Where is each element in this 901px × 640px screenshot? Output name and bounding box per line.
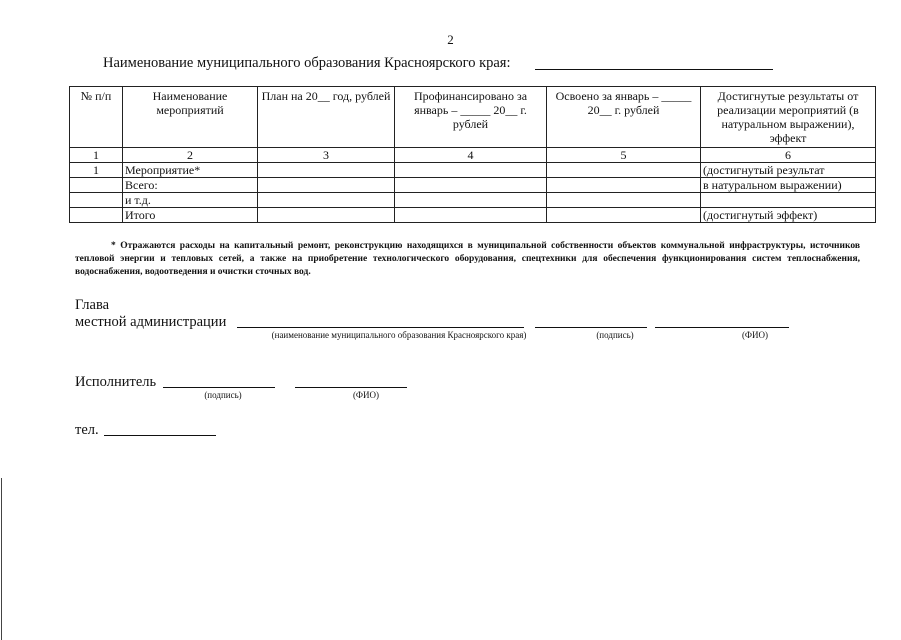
footnote <box>75 240 860 279</box>
table-cell: (достигнутый результат <box>701 163 876 178</box>
head-signature-line[interactable] <box>535 327 647 328</box>
report-table <box>69 86 876 223</box>
table-cell <box>70 178 123 193</box>
column-number-row <box>70 148 876 163</box>
table-cell[interactable] <box>258 193 395 208</box>
phone-label: тел. <box>75 422 99 438</box>
table-row <box>70 178 876 193</box>
table-cell: в натуральном выражении) <box>701 178 876 193</box>
header-financed: Профинансировано за январь – _____ 20__ г. рублей <box>395 87 547 148</box>
column-number: 5 <box>547 148 701 163</box>
column-number: 3 <box>258 148 395 163</box>
phone-line[interactable] <box>104 435 216 436</box>
table-cell[interactable] <box>258 178 395 193</box>
table-cell: 1 <box>70 163 123 178</box>
table-cell: Всего: <box>123 178 258 193</box>
municipality-name-line[interactable] <box>535 69 773 70</box>
executor-caption-signature: (подпись) <box>204 390 242 400</box>
caption-municipality: (наименование муниципального образования Красноярского края) <box>271 330 527 340</box>
head-fio-line[interactable] <box>655 327 789 328</box>
caption-signature: (подпись) <box>596 330 634 340</box>
table-cell[interactable] <box>395 208 547 223</box>
table-cell <box>70 208 123 223</box>
table-cell: (достигнутый эффект) <box>701 208 876 223</box>
table-cell <box>70 193 123 208</box>
table-row <box>70 163 876 178</box>
executor-label: Исполнитель <box>75 374 157 390</box>
table-cell: и т.д. <box>123 193 258 208</box>
table-cell[interactable] <box>395 193 547 208</box>
header-activity-name: Наименование мероприятий <box>123 87 258 148</box>
header-plan: План на 20__ год, рублей <box>258 87 395 148</box>
municipality-signature-line[interactable] <box>237 327 524 328</box>
column-number: 1 <box>70 148 123 163</box>
header-results: Достигнутые результаты от реализации мероприятий (в натуральном выражении), эффект <box>701 87 876 148</box>
executor-caption-fio: (ФИО) <box>352 390 380 400</box>
page-number: 2 <box>447 32 454 47</box>
scan-margin-line <box>1 478 2 640</box>
table-cell[interactable] <box>547 193 701 208</box>
table-cell[interactable] <box>395 178 547 193</box>
table-cell[interactable] <box>547 178 701 193</box>
executor-fio-line[interactable] <box>295 387 407 388</box>
caption-fio: (ФИО) <box>741 330 769 340</box>
table-header-row <box>70 87 876 148</box>
column-number: 4 <box>395 148 547 163</box>
table-cell <box>701 193 876 208</box>
column-number: 6 <box>701 148 876 163</box>
header-spent: Освоено за январь – _____ 20__ г. рублей <box>547 87 701 148</box>
executor-signature-line[interactable] <box>163 387 275 388</box>
header-number: № п/п <box>70 87 123 148</box>
table-cell: Итого <box>123 208 258 223</box>
column-number: 2 <box>123 148 258 163</box>
municipality-heading: Наименование муниципального образования Красноярского края: <box>103 55 511 71</box>
footnote-text: * Отражаются расходы на капитальный ремонт, реконструкцию находящихся в муниципальной собственности объектов коммунальной инфраструктуры, источников тепловой энергии и тепловых сетей, а также на приобретение технологического оборудования, спецтехники для обеспечения функционирования систем теплоснабжения, водоснабжения, водоотведения и очистки сточных вод. <box>75 241 860 277</box>
head-label-line2: местной администрации <box>75 314 227 330</box>
table-cell[interactable] <box>258 163 395 178</box>
table-cell[interactable] <box>258 208 395 223</box>
table-cell[interactable] <box>395 163 547 178</box>
table-row <box>70 193 876 208</box>
table-row <box>70 208 876 223</box>
table-cell[interactable] <box>547 208 701 223</box>
table-cell: Мероприятие* <box>123 163 258 178</box>
table-cell[interactable] <box>547 163 701 178</box>
head-label-line1: Глава <box>75 297 110 313</box>
